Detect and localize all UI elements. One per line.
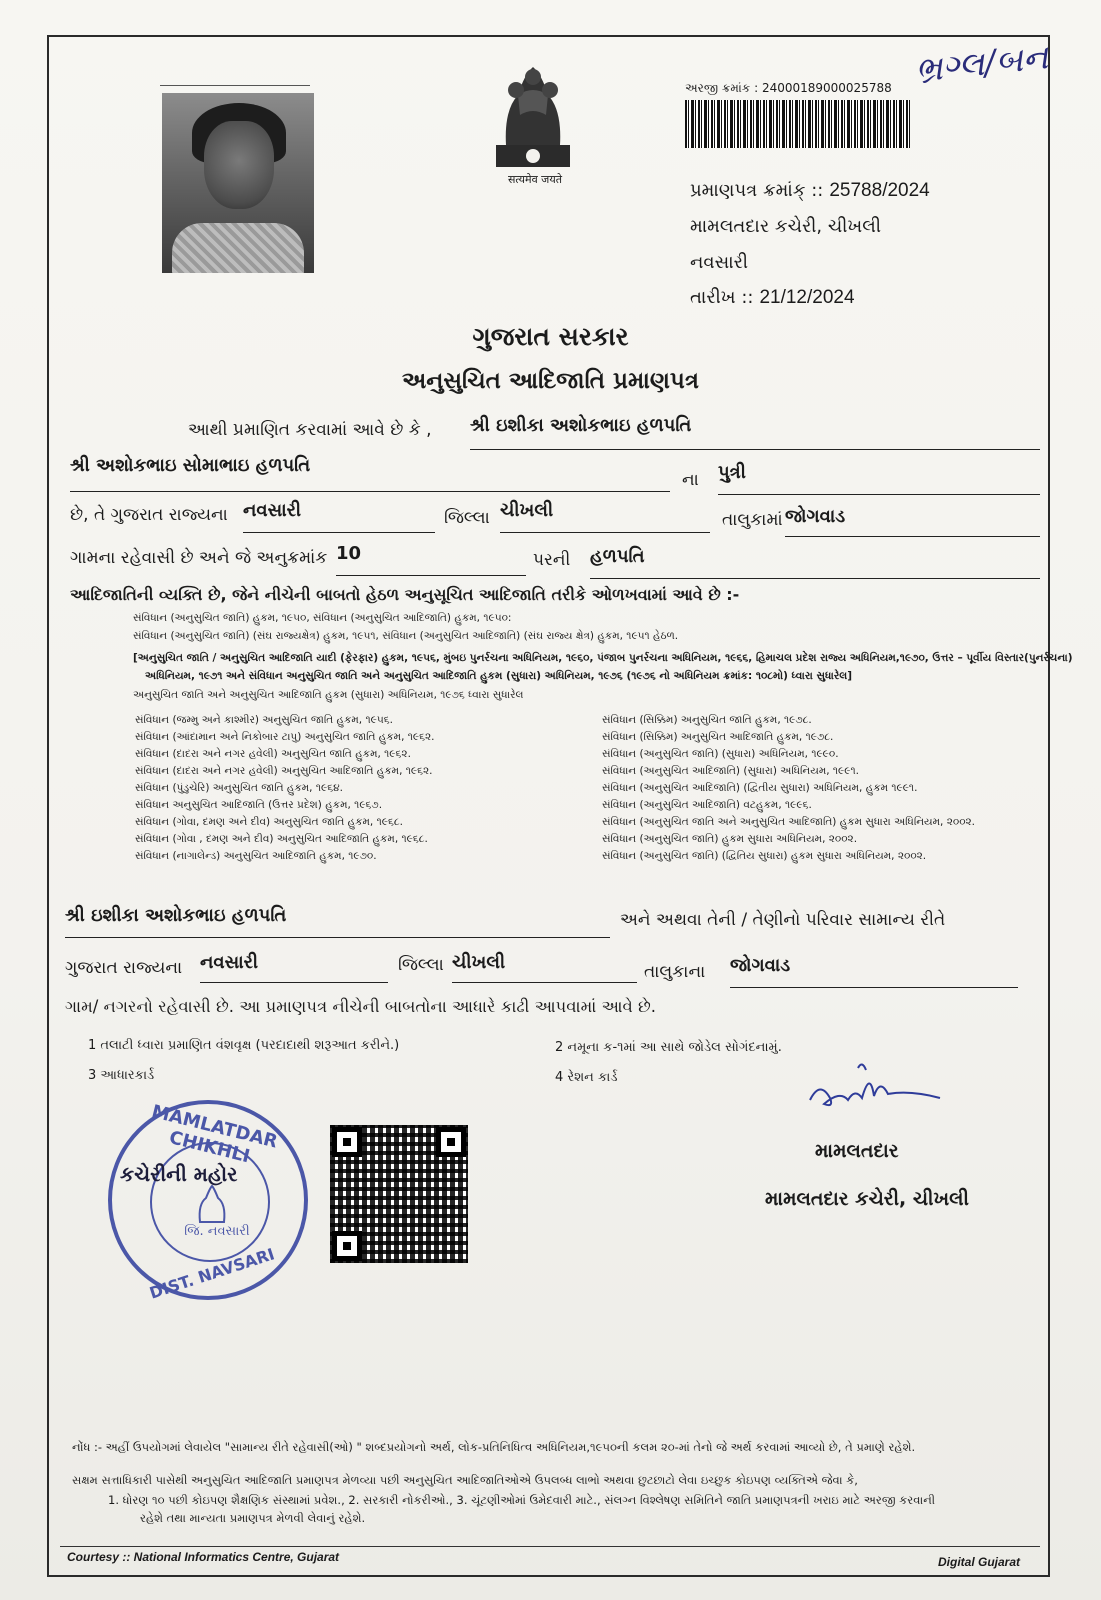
order-top-3: [અનુસુચિત જાતિ / અનુસુચિત આદિજાતિ યાદી (ફેરફાર) હુકમ, ૧૯૫૬, મુંબઇ પુનર્રચના અધિનિયમ, ૧૯૬૦, પંજાબ પુનર્રચના અધિનિયમ, ૧૯૬૬, હિમાચલ પ્રદેશ રાજ્ય અધિનિયમ,૧૯૭૦, ઉત્તર – પૂર્વીય વિસ્તાર(પુનર્રચના) — [133, 652, 1073, 664]
seal-office-text: કચેરીની મહોર — [120, 1162, 238, 1186]
date-label: તારીખ :: — [690, 287, 754, 308]
photo-top-line — [160, 85, 310, 86]
basis-item-1: 1 તલાટી ધ્વારા પ્રમાણિત વંશવૃક્ષ (પરદાદાથી શરૂઆત કરીને.) — [88, 1038, 400, 1053]
seal-top-text: MAMLATDAR CHIKHLI — [149, 1101, 280, 1168]
order-right-item: સંવિધાન (સિક્કિમ) અનુસુચિત આદિજાતિ હુકમ, ૧૯૭૮. — [602, 731, 834, 743]
barcode — [685, 100, 910, 148]
taluka-name-value: ચીખલી — [500, 500, 710, 533]
application-number: અરજી ક્રમાંક : 24000189000025788 — [685, 81, 892, 95]
order-left-item: સંવિધાન (જમ્મુ અને કાશ્મીર) અનુસુચિત જાતિ હુકમ, ૧૯૫૬. — [135, 714, 393, 726]
office-seal — [108, 1100, 308, 1303]
qr-finder-bottom-left — [332, 1231, 362, 1261]
signatory-office: મામલતદાર કચેરી, ચીખલી — [765, 1188, 969, 1210]
serial-prefix: ગામના રહેવાસી છે અને જે અનુક્રમાંક — [70, 548, 328, 568]
resident-taluka-name: ચીખલી — [452, 952, 637, 983]
order-right-item: સંવિધાન (સિક્કિમ) અનુસુચિત જાતિ હુકમ, ૧૯૭૮. — [602, 714, 812, 726]
office-district: નવસારી — [690, 252, 749, 273]
order-left-item: સંવિધાન (ગોવા, દમણ અને દીવ) અનુસુચિત જાતિ હુકમ, ૧૯૬૮. — [135, 816, 403, 828]
order-left-item: સંવિધાન (આંદામાન અને નિકોબાર ટાપુ) અનુસુચિત જાતિ હુકમ, ૧૯૬૨. — [135, 731, 435, 743]
certificate-number-value: 25788/2024 — [829, 180, 930, 201]
seal-emblem-icon — [192, 1184, 232, 1226]
applicant-photo — [162, 93, 314, 273]
order-left-item: સંવિધાન (ગોવા , દમણ અને દીવ) અનુસુચિત આદિજાતિ હુકમ, ૧૯૬૮. — [135, 833, 428, 845]
order-left-item: સંવિધાન અનુસુચિત આદિજાતિ (ઉત્તર પ્રદેશ) હુકમ, ૧૯૬૭. — [135, 799, 383, 811]
digital-gujarat-text: Digital Gujarat — [938, 1555, 1021, 1569]
orders-right-column — [602, 712, 1042, 865]
tribe-recognition-text: આદિજાતિની વ્યક્તિ છે, જેને નીચેની બાબતો હેઠળ અનુસૂચિત આદિજાતિ તરીકે ઓળખવામાં આવે છે :- — [70, 585, 740, 604]
note-residence: નોંધ :- અહીં ઉપયોગમાં લેવાયેલ "સામાન્ય રીતે રહેવાસી(ઓ) " શબ્દપ્રયોગનો અર્થ, લોક-પ્રતિનિધિત્વ અધિનિયમ,૧૯૫૦ની કલમ ૨૦-માં તેનો જે અર્થ કરવામાં આવ્યો છે, તે પ્રમાણે રહેશે. — [72, 1440, 916, 1454]
tribe-value: હળપતિ — [590, 546, 1040, 579]
order-top-4: અધિનિયમ, ૧૯૭૧ અને સંવિધાન અનુસુચિત જાતિ અને અનુસુચિત આદિજાતિ હુકમ (સુધારા) અધિનિયમ, ૧૯૭૬ (૧૯૭૬ નો અધિનિયમ ક્રમાંક: ૧૦૮મો) ધ્વારા સુધારેલ] — [145, 670, 853, 682]
date-value: 21/12/2024 — [759, 287, 855, 308]
order-left-item: સંવિધાન (પુંડુચેરિ) અનુસુચિત જાતિ હુકમ, ૧૯૬૪. — [135, 782, 343, 794]
note-eligibility: સક્ષમ સત્તાધિકારી પાસેથી અનુસુચિત આદિજાતિ પ્રમાણપત્ર મેળવ્યા પછી અનુસુચિત આદિજાતિઓએ ઉપલબ્ધ લાભો અથવા છુટછાટો લેવા ઇચ્છુક કોઇપણ વ્યક્તિએ જેવા કે, — [72, 1473, 858, 1487]
basis-item-2: 2 નમૂના ક-૧માં આ સાથે જોડેલ સોગંદનામું. — [555, 1040, 782, 1055]
note-validity: રહેશે તથા માન્યતા પ્રમાણપત્ર મેળવી લેવાનું રહેશે. — [140, 1511, 366, 1525]
basis-item-3: 3 આધારકાર્ડ — [88, 1068, 155, 1083]
taluka-label: તાલુકામાં — [722, 510, 783, 530]
certify-label: આથી પ્રમાણિત કરવામાં આવે છે કે , — [188, 420, 432, 440]
order-left-item: સંવિધાન (દાદરા અને નગર હવેલી) અનુસુચિત જાતિ હુકમ, ૧૯૬૨. — [135, 748, 411, 760]
serial-number-value: 10 — [336, 543, 526, 576]
courtesy-text: Courtesy :: National Informatics Centre, Gujarat — [67, 1550, 340, 1564]
order-top-5: અનુસુચિત જાતિ અને અનુસુચિત આદિજાતિ હુકમ (સુધારા) અધિનિયમ, ૧૯૭૬ ધ્વારા સુધારેલ — [133, 689, 524, 701]
applicant-name: શ્રી ઇશીકા અશોકભાઇ હળપતિ — [470, 415, 1040, 450]
note-purposes: 1. ધોરણ ૧૦ પછી કોઇપણ શૈક્ષણિક સંસ્થામાં પ્રવેશ., 2. સરકારી નોકરીઓ., 3. ચૂંટણીઓમાં ઉમેદવારી માટે., સંલગ્ન વિશ્લેષણ સમિતિને જાતિ પ્રમાણપત્રની ખરાઇ માટે અરજી કરવાની — [108, 1493, 936, 1507]
qr-finder-top-left — [332, 1127, 362, 1157]
photo-shirt — [172, 223, 304, 273]
district-value: નવસારી — [243, 500, 435, 533]
seal-bottom-text: DIST. NAVSARI — [147, 1244, 277, 1303]
relation-value: પુત્રી — [718, 462, 1040, 495]
resident-name: શ્રી ઇશીકા અશોકભાઇ હળપતિ — [65, 905, 610, 938]
order-right-item: સંવિધાન (અનુસુચિત આદિજાતિ) (સુધારા) અધિનિયમ, ૧૯૯૧. — [602, 765, 859, 777]
emblem-motto: सत्यमेव जयते — [507, 173, 562, 186]
order-right-item: સંવિધાન (અનુસુચિત જાતિ) (દ્વિતિય સુધારા) હુકમ સુધારા અધિનિયમ, ૨૦૦૨. — [602, 850, 927, 862]
order-left-item: સંવિધાન (દાદરા અને નગર હવેલી) અનુસુચિત આદિજાતિ હુકમ, ૧૯૬૨. — [135, 765, 433, 777]
basis-item-4: 4 રેશન કાર્ડ — [555, 1070, 618, 1085]
orders-left-column — [135, 712, 575, 865]
residence-closing-text: ગામ/ નગરનો રહેવાસી છે. આ પ્રમાણપત્ર નીચેની બાબતોના આધારે કાઢી આપવામાં આવે છે. — [65, 997, 657, 1016]
handwritten-reference: ભ્રગ્લ/બન — [913, 37, 1051, 91]
photo-face — [204, 121, 274, 209]
resident-district: નવસારી — [200, 952, 388, 983]
seal-district-text: જિ. નવસારી — [184, 1224, 250, 1239]
jilla-label: જિલ્લા — [444, 508, 490, 528]
resident-suffix: અને અથવા તેની / તેણીનો પરિવાર સામાન્ય રીતે — [620, 910, 946, 930]
footer-rule — [60, 1546, 1040, 1547]
national-emblem-icon — [488, 55, 578, 175]
signatory-title: મામલતદાર — [815, 1140, 899, 1162]
resident-village: જોગવાડ — [730, 955, 1018, 988]
resident-taluka-label: તાલુકાના — [644, 962, 706, 982]
na-label: ના — [682, 470, 699, 490]
order-right-item: સંવિધાન (અનુસુચિત જાતિ) હુકમ સુધારા અધિનિયમ, ૨૦૦૨. — [602, 833, 858, 845]
resident-state-label: ગુજરાત રાજ્યના — [65, 958, 183, 978]
certificate-number-label: પ્રમાણપત્ર ક્રમાંક્ :: — [690, 180, 824, 201]
order-right-item: સંવિધાન (અનુસુચિત જાતિ) (સુધારા) અધિનિયમ, ૧૯૯૦. — [602, 748, 839, 760]
order-right-item: સંવિધાન (અનુસુચિત જાતિ અને અનુસુચિત આદિજાતિ) હુકમ સુધારા અધિનિયમ, ૨૦૦૨. — [602, 816, 976, 828]
order-top-1: સંવિધાન (અનુસુચિત જાતિ) હુકમ, ૧૯૫૦, સંવિધાન (અનુસુચિત આદિજાતિ) હુકમ, ૧૯૫૦: — [133, 612, 512, 624]
date-row — [690, 287, 855, 309]
father-name: શ્રી અશોકભાઇ સોમાભાઇ હળપતિ — [70, 455, 670, 492]
government-title: ગુજરાત સરકાર — [472, 322, 629, 351]
resident-jilla-label: જિલ્લા — [398, 955, 444, 975]
certificate-number-row — [690, 180, 930, 202]
order-left-item: સંવિધાન (નાગાલેન્ડ) અનુસુચિત આદિજાતિ હુકમ, ૧૯૭૦. — [135, 850, 377, 862]
office-name: મામલતદાર કચેરી, ચીખલી — [690, 216, 881, 237]
order-top-2: સંવિધાન (અનુસુચિત જાતિ) (સંઘ રાજ્યક્ષેત્ર) હુકમ, ૧૯૫૧, સંવિધાન (અનુસુચિત આદિજાતિ) (સંઘ રાજ્ય ક્ષેત્ર) હુકમ, ૧૯૫૧ હેઠળ. — [133, 630, 679, 642]
order-right-item: સંવિધાન (અનુસુચિત આદિજાતિ) વટહુકમ, ૧૯૯૬. — [602, 799, 812, 811]
signature-mark — [800, 1060, 950, 1130]
certificate-title: અનુસુચિત આદિજાતિ પ્રમાણપત્ર — [401, 368, 699, 394]
qr-finder-top-right — [436, 1127, 466, 1157]
par-label: પરની — [533, 550, 571, 570]
order-right-item: સંવિધાન (અનુસુચિત આદિજાતિ) (દ્વિતીય સુધારા) અધિનિયમ, હુકમ ૧૯૯૧. — [602, 782, 918, 794]
village-value: જોગવાડ — [785, 506, 1040, 537]
state-prefix: છે, તે ગુજરાત રાજ્યના — [70, 505, 228, 525]
verification-qr-code[interactable] — [330, 1125, 468, 1263]
